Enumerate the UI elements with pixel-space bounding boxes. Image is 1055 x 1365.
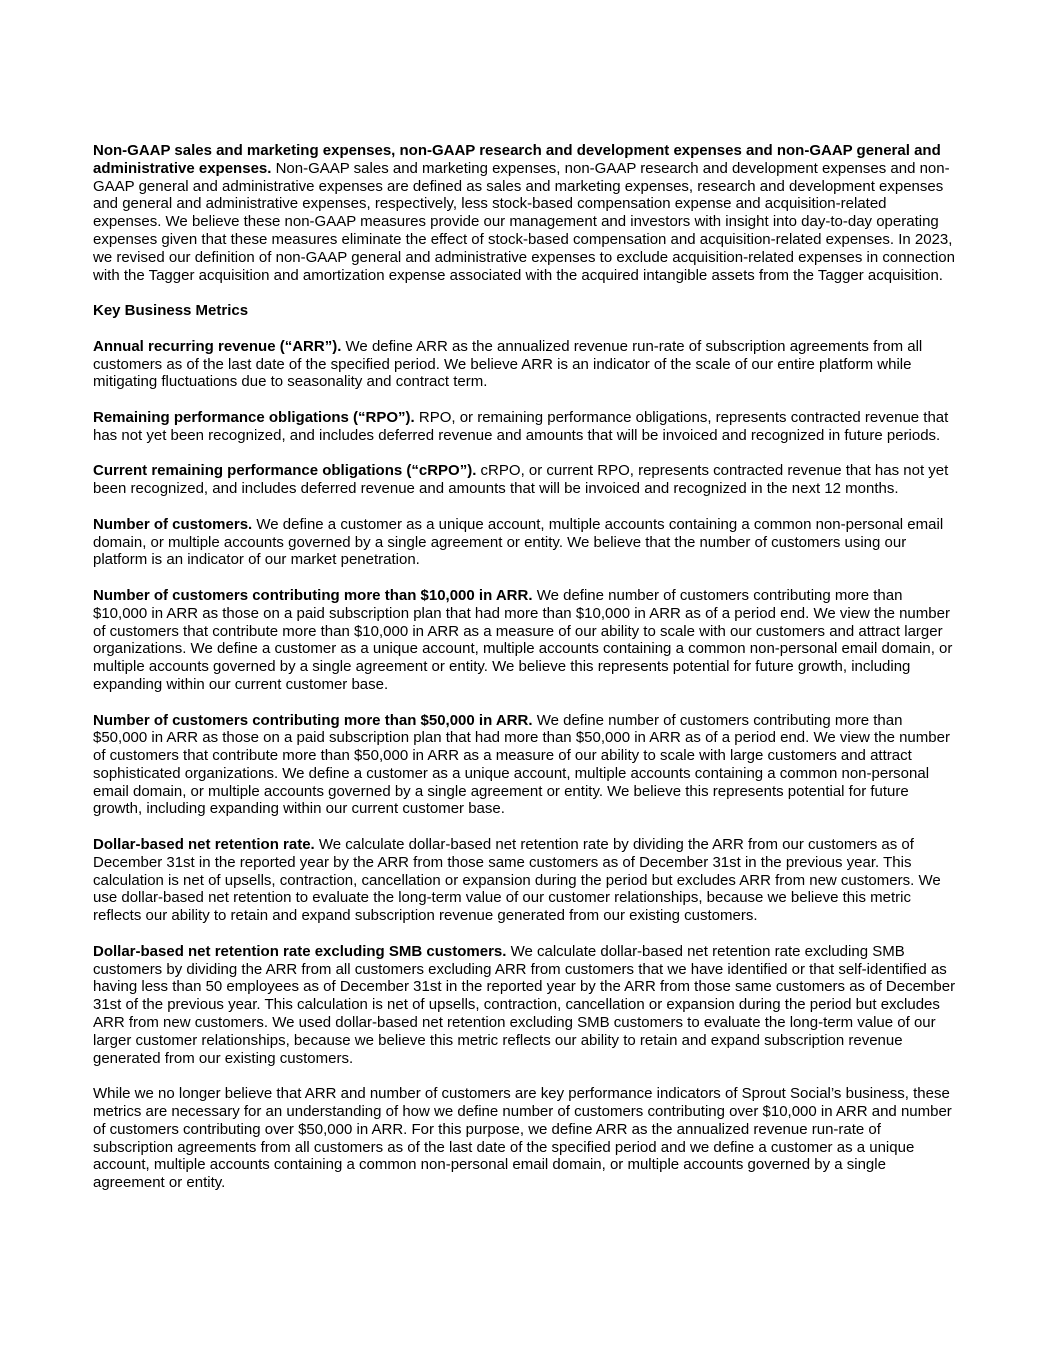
number-of-customers-paragraph [93, 516, 959, 569]
paragraph-body: We define a customer as a unique account, multiple accounts containing a common non-personal email domain, or multiple accounts governed by a single agreement or entity. We believe that the number of customers using our platform is an indicator of our market penetration. [93, 515, 944, 569]
document-page [93, 142, 959, 1210]
paragraph-body: cRPO, or current RPO, represents contracted revenue that has not yet been recognized, and includes deferred revenue and amounts that will be invoiced and recognized in the next 12 months. [93, 462, 949, 498]
closing-paragraph: While we no longer believe that ARR and number of customers are key performance indicators of Sprout Social’s business, these metrics are necessary for an understanding of how we define number of customers contributing over $10,000 in ARR and number of customers contributing over $50,000 in ARR. For this purpose, we define ARR as the annualized revenue run-rate of subscription agreements from all customers as of the last date of the specified period and we define a customer as a unique account, multiple accounts containing a common non-personal email domain, or multiple accounts governed by a single agreement or entity. [93, 1085, 952, 1192]
rpo-paragraph [93, 409, 959, 445]
paragraph-lead: Annual recurring revenue (“ARR”). [93, 337, 342, 355]
paragraph-lead: Number of customers contributing more than $10,000 in ARR. [93, 586, 533, 604]
paragraph-body: Non-GAAP sales and marketing expenses, non-GAAP research and development expenses and non-GAAP general and administrative expenses are defined as sales and marketing expenses, research and development expenses and general and administrative expenses, respectively, less stock-based compensation expense and acquisition-related expenses. We believe these non-GAAP measures provide our management and investors with insight into day-to-day operating expenses given that these measures eliminate the effect of stock-based compensation and acquisition-related expenses. In 2023, we revised our definition of non-GAAP general and administrative expenses to exclude acquisition-related expenses in connection with the Tagger acquisition and amortization expense associated with the acquired intangible assets from the Tagger acquisition. [93, 159, 955, 284]
key-business-metrics-heading: Key Business Metrics [93, 302, 249, 320]
paragraph-lead: Number of customers. [93, 515, 253, 533]
paragraph-body: We calculate dollar-based net retention rate excluding SMB customers by dividing the ARR from all customers excluding ARR from customers that we have identified or that self-identified as having less than 50 employees as of December 31st in the reported year by the ARR from those same customers as of December 31st of the previous year. This calculation is net of upsells, contraction, cancellation or expansion during the period but excludes ARR from new customers. We used dollar-based net retention excluding SMB customers to evaluate the long-term value of our larger customer relationships, because we believe this metric reflects our ability to retain and expand subscription revenue generated from our existing customers. [93, 942, 956, 1067]
paragraph-lead: Number of customers contributing more than $50,000 in ARR. [93, 711, 533, 729]
non-gaap-expenses-paragraph [93, 142, 959, 284]
paragraph-lead: Remaining performance obligations (“RPO”). [93, 408, 415, 426]
paragraph-body: We define number of customers contributing more than $10,000 in ARR as those on a paid subscription plan that had more than $10,000 in ARR as of a period end. We view the number of customers that contribute more than $10,000 in ARR as a measure of our ability to scale with our customers and attract larger organizations. We define a customer as a unique account, multiple accounts containing a common non-personal email domain, or multiple accounts governed by a single agreement or entity. We believe this represents potential for future growth, including expanding within our current customer base. [93, 586, 953, 693]
customers-over-10k-paragraph [93, 587, 959, 694]
customers-over-50k-paragraph [93, 712, 959, 819]
paragraph-body: We define number of customers contributing more than $50,000 in ARR as those on a paid subscription plan that had more than $50,000 in ARR as of a period end. We view the number of customers that contribute more than $50,000 in ARR as a measure of our ability to scale with large customers and attract sophisticated organizations. We define a customer as a unique account, multiple accounts containing a common non-personal email domain, or multiple accounts governed by a single agreement or entity. We believe this represents potential for future growth, including expanding within our current customer base. [93, 711, 950, 818]
arr-paragraph [93, 338, 959, 391]
paragraph-lead: Dollar-based net retention rate excluding SMB customers. [93, 942, 507, 960]
crpo-paragraph [93, 462, 959, 498]
paragraph-body: We calculate dollar-based net retention rate by dividing the ARR from our customers as of December 31st in the reported year by the ARR from those same customers as of December 31st in the previous year. This calculation is net of upsells, contraction, cancellation or expansion during the period but excludes ARR from new customers. We use dollar-based net retention to evaluate the long-term value of our customer relationships, because we believe this metric reflects our ability to retain and expand subscription revenue generated from our existing customers. [93, 836, 941, 925]
net-retention-rate-paragraph [93, 836, 959, 925]
paragraph-body: We define ARR as the annualized revenue run-rate of subscription agreements from all customers as of the last date of the specified period. We believe ARR is an indicator of the scale of our entire platform while mitigating fluctuations due to seasonality and contract term. [93, 337, 923, 391]
paragraph-lead: Dollar-based net retention rate. [93, 836, 315, 854]
paragraph-lead: Non-GAAP sales and marketing expenses, non-GAAP research and development expenses and non-GAAP general and administrative expenses. [93, 142, 941, 177]
paragraph-body: RPO, or remaining performance obligations, represents contracted revenue that has not yet been recognized, and includes deferred revenue and amounts that will be invoiced and recognized in future periods. [93, 408, 949, 444]
paragraph-lead: Current remaining performance obligations (“cRPO”). [93, 462, 477, 480]
net-retention-excluding-smb-paragraph [93, 943, 959, 1068]
